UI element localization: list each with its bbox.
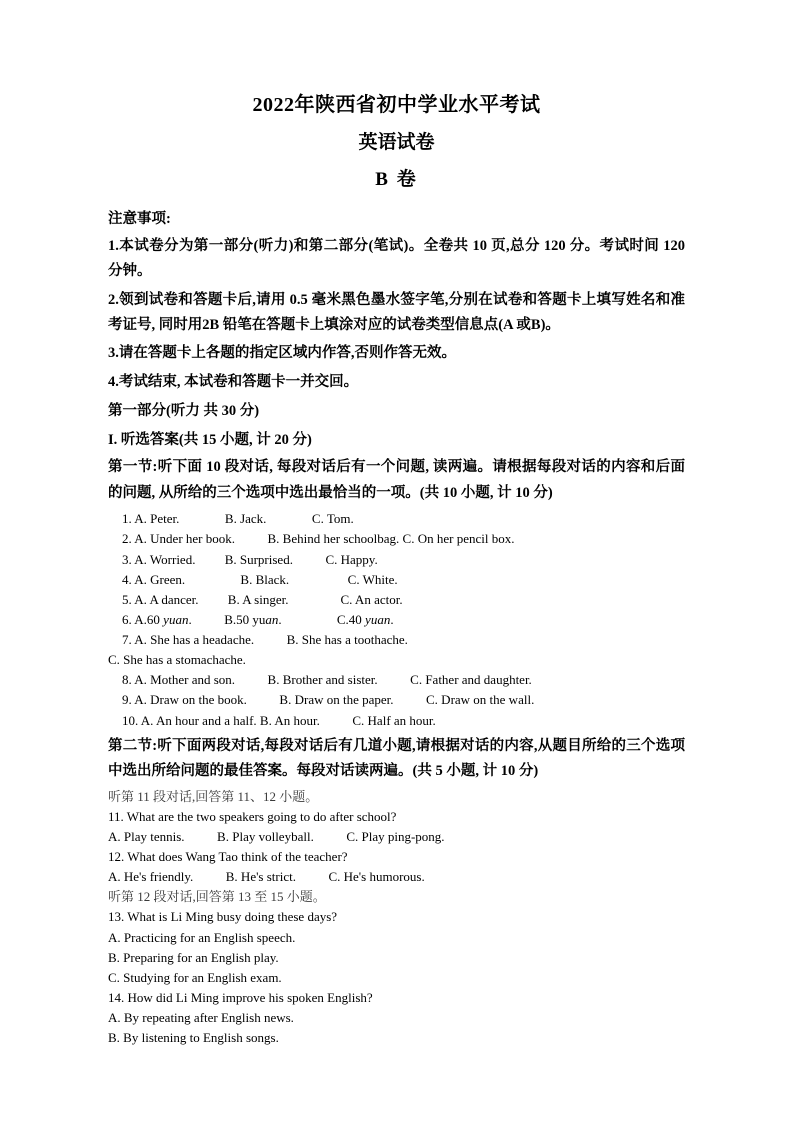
- notice-heading: 注意事项:: [108, 211, 171, 228]
- section-two-instruction: 第二节:听下面两段对话,每段对话后有几道小题,请根据对话的内容,从题目所给的三个选项中选出所给问题的最佳答案。每段对话读两遍。(共 5 小题, 计 10 分): [108, 737, 685, 780]
- question-13-option-a: A. Practicing for an English speech.: [108, 929, 296, 945]
- question-6: [108, 610, 685, 630]
- question-7: 7. A. She has a headache. B. She has a toothache.: [122, 632, 408, 648]
- notice-item-3: 3.请在答题卡上各题的指定区域内作答,否则作答无效。: [108, 345, 456, 362]
- page-subtitle: 英语试卷: [358, 132, 435, 153]
- question-6-prefix: 6. A.60: [122, 611, 164, 627]
- dialogue-11-12-lead: 听第 11 段对话,回答第 11、12 小题。: [108, 788, 319, 804]
- notice-item-4: 4.考试结束, 本试卷和答题卡一并交回。: [108, 373, 359, 390]
- question-13: 13. What is Li Ming busy doing these days?: [108, 909, 338, 925]
- question-7-option-c: C. She has a stomachache.: [108, 652, 246, 668]
- question-8: 8. A. Mother and son. B. Brother and sister. C. Father and daughter.: [122, 672, 532, 688]
- question-6-italic-3: yuan: [365, 611, 391, 627]
- notice-item-1: 1.本试卷分为第一部分(听力)和第二部分(笔试)。全卷共 10 页,总分 120 分。考试时间 120 分钟。: [108, 237, 685, 280]
- question-1: 1. A. Peter. B. Jack. C. Tom.: [122, 511, 354, 527]
- question-11-options: A. Play tennis. B. Play volleyball. C. Play ping-pong.: [108, 828, 445, 844]
- question-13-option-b: B. Preparing for an English play.: [108, 949, 279, 965]
- question-11: 11. What are the two speakers going to do after school?: [108, 808, 397, 824]
- question-2: 2. A. Under her book. B. Behind her schoolbag. C. On her pencil box.: [122, 531, 515, 547]
- section-one-heading: I. 听选答案(共 15 小题, 计 20 分): [108, 431, 312, 448]
- question-9: 9. A. Draw on the book. B. Draw on the paper. C. Draw on the wall.: [122, 692, 535, 708]
- question-12-options: A. He's friendly. B. He's strict. C. He's humorous.: [108, 869, 425, 885]
- dialogue-13-15-lead: 听第 12 段对话,回答第 13 至 15 小题。: [108, 889, 326, 905]
- question-4: 4. A. Green. B. Black. C. White.: [122, 571, 398, 587]
- title-block: [108, 90, 685, 193]
- paper-label: B 卷: [375, 168, 418, 190]
- question-6-italic-1: yuan: [163, 611, 189, 627]
- question-6-middle-2: . C.40: [278, 611, 366, 627]
- question-12: 12. What does Wang Tao think of the teacher?: [108, 848, 348, 864]
- page-title: 2022年陕西省初中学业水平考试: [252, 94, 541, 116]
- question-13-option-c: C. Studying for an English exam.: [108, 969, 282, 985]
- questions-1-10-list: [108, 509, 685, 731]
- section-one-instruction: 第一节:听下面 10 段对话, 每段对话后有一个问题, 读两遍。请根据每段对话的内容和后面的问题, 从所给的三个选项中选出最恰当的一项。(共 10 小题, 计 10 分): [108, 459, 685, 501]
- question-6-middle: . B.50 yu: [188, 611, 266, 627]
- question-6-suffix: .: [390, 611, 394, 627]
- question-6-italic-2: an: [265, 611, 279, 627]
- question-14-option-b: B. By listening to English songs.: [108, 1030, 279, 1046]
- question-14-option-a: A. By repeating after English news.: [108, 1010, 294, 1026]
- question-3: 3. A. Worried. B. Surprised. C. Happy.: [122, 551, 378, 567]
- question-5: 5. A. A dancer. B. A singer. C. An actor.: [122, 591, 403, 607]
- question-14: 14. How did Li Ming improve his spoken English?: [108, 989, 373, 1005]
- question-10: 10. A. An hour and a half. B. An hour. C. Half an hour.: [122, 712, 436, 728]
- part-one-heading: 第一部分(听力 共 30 分): [108, 403, 260, 420]
- notice-item-2: 2.领到试卷和答题卡后,请用 0.5 毫米黑色墨水签字笔,分别在试卷和答题卡上填写姓名和准考证号, 同时用2B 铅笔在答题卡上填涂对应的试卷类型信息点(A 或B)。: [108, 291, 685, 334]
